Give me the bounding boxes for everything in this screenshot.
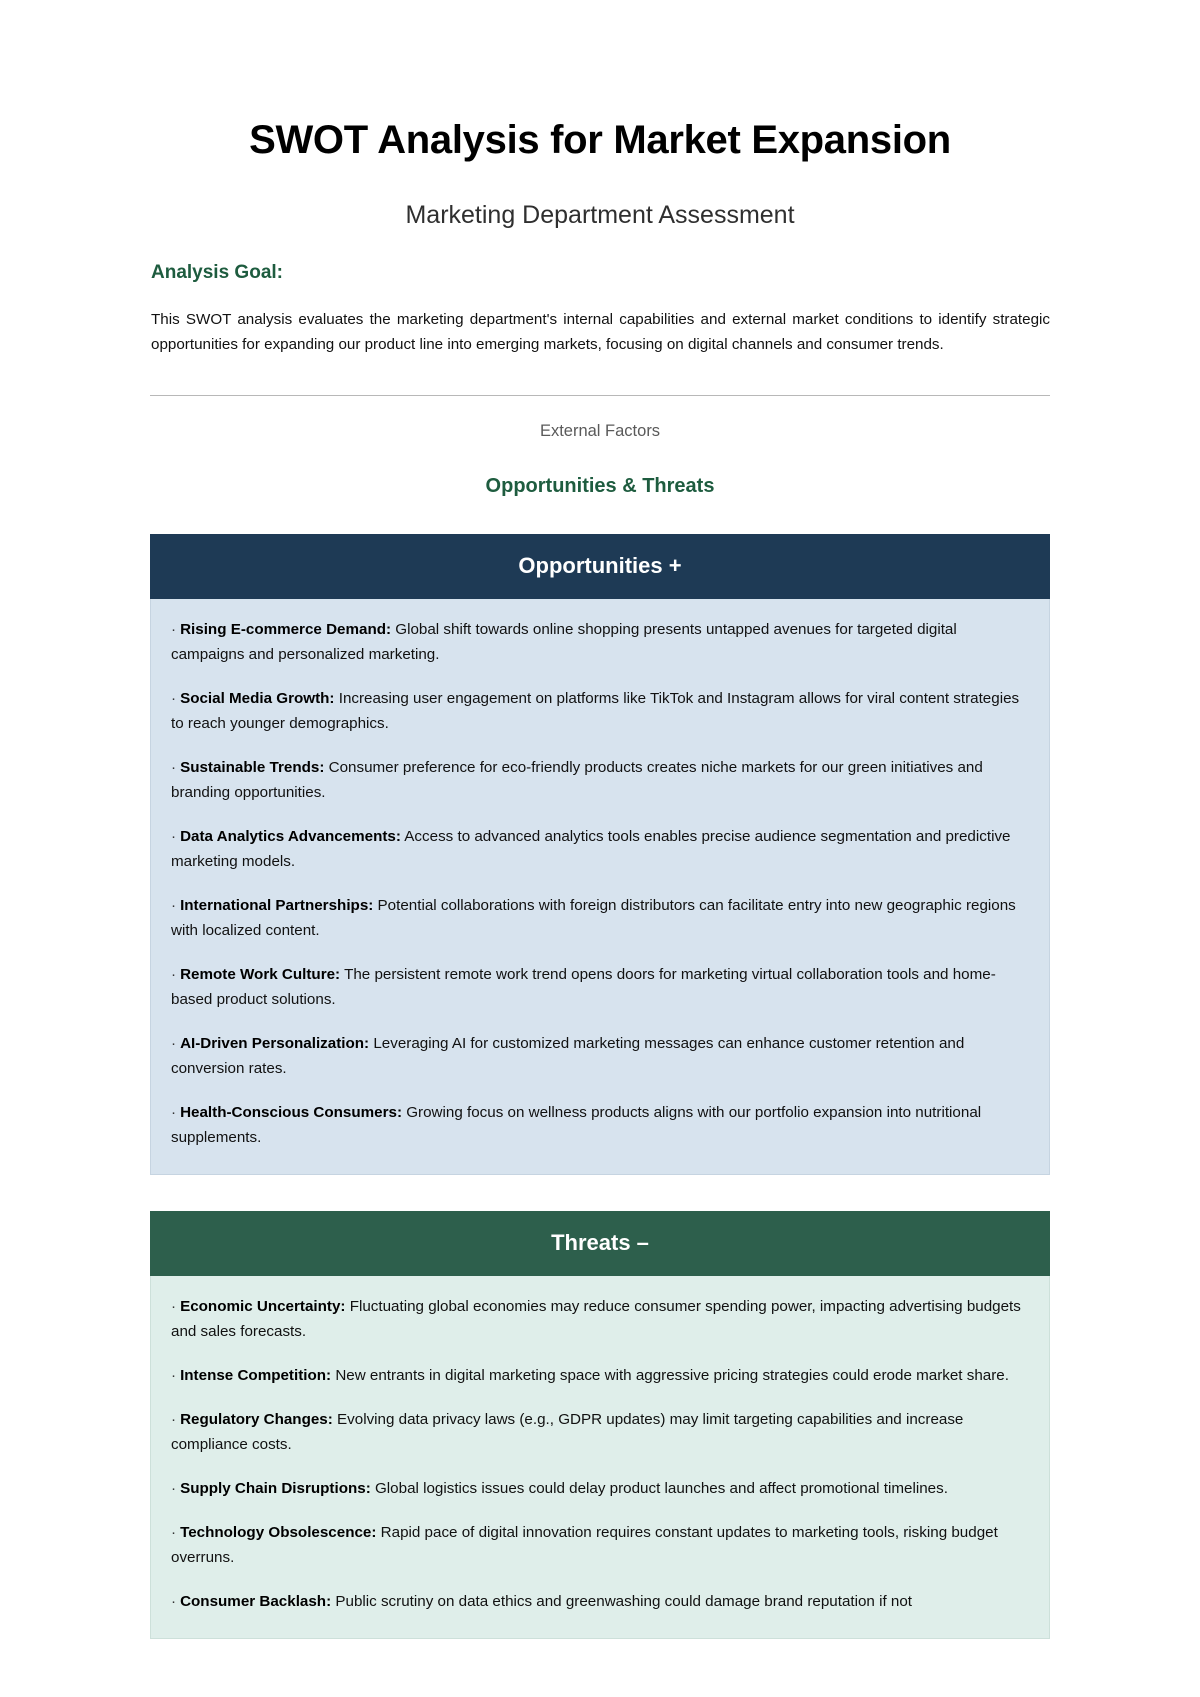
list-item [171, 755, 1029, 805]
opportunities-quadrant [150, 534, 1050, 1175]
section-divider [150, 395, 1050, 396]
bullet-icon: · [171, 827, 177, 845]
bullet-icon: · [171, 1411, 177, 1429]
list-item [171, 893, 1029, 943]
list-item-term: Consumer Backlash: [180, 1593, 332, 1611]
list-item-term: Social Media Growth: [180, 689, 335, 707]
list-item-term: Health-Conscious Consumers: [180, 1103, 403, 1121]
bullet-icon: · [171, 965, 177, 983]
bullet-icon: · [171, 1593, 177, 1611]
analysis-goal-heading: Analysis Goal: [151, 262, 283, 283]
list-item-description: Public scrutiny on data ethics and greenwashing could damage brand reputation if not [331, 1593, 913, 1611]
list-item [171, 1589, 1029, 1614]
list-item-description: Rapid pace of digital innovation requires constant updates to marketing tools, risking budget overruns. [171, 1524, 998, 1567]
list-item-term: Technology Obsolescence: [180, 1524, 377, 1542]
bullet-icon: · [171, 1103, 177, 1121]
bullet-icon: · [171, 1034, 177, 1052]
bullet-icon: · [171, 1524, 177, 1542]
list-item-description: The persistent remote work trend opens doors for marketing virtual collaboration tools and home-based product solutions. [171, 965, 996, 1008]
bullet-icon: · [171, 1480, 177, 1498]
opportunities-threats-heading: Opportunities & Threats [485, 474, 715, 497]
opportunities-header: Opportunities + [150, 534, 1050, 599]
page-subtitle: Marketing Department Assessment [405, 201, 795, 229]
bullet-icon: · [171, 1367, 177, 1385]
opportunities-list [150, 599, 1050, 1175]
list-item [171, 1100, 1029, 1150]
list-item-term: Regulatory Changes: [180, 1411, 333, 1429]
list-item-term: International Partnerships: [180, 896, 374, 914]
list-item [171, 686, 1029, 736]
list-item [171, 1294, 1029, 1344]
list-item-description: Fluctuating global economies may reduce consumer spending power, impacting advertising budgets and sales forecasts. [171, 1298, 1021, 1341]
bullet-icon: · [171, 896, 177, 914]
bullet-icon: · [171, 758, 177, 776]
list-item-description: Access to advanced analytics tools enables precise audience segmentation and predictive marketing models. [171, 827, 1011, 870]
list-item-term: Data Analytics Advancements: [180, 827, 401, 845]
list-item-term: Intense Competition: [180, 1367, 332, 1385]
list-item [171, 1363, 1029, 1388]
analysis-goal-text: This SWOT analysis evaluates the marketing department's internal capabilities and external market conditions to identify strategic opportunities for expanding our product line into emerging markets, focusing on digital channels and consumer trends. [151, 310, 1050, 353]
bullet-icon: · [171, 620, 177, 638]
bullet-icon: · [171, 1298, 177, 1316]
list-item-term: Sustainable Trends: [180, 758, 325, 776]
list-item-description: Global shift towards online shopping presents untapped avenues for targeted digital campaigns and personalized marketing. [171, 620, 957, 663]
list-item [171, 617, 1029, 667]
list-item [171, 1476, 1029, 1501]
list-item-term: Economic Uncertainty: [180, 1298, 346, 1316]
list-item [171, 824, 1029, 874]
list-item-description: Leveraging AI for customized marketing messages can enhance customer retention and conversion rates. [171, 1034, 965, 1077]
list-item-description: Growing focus on wellness products aligns with our portfolio expansion into nutritional supplements. [171, 1103, 982, 1146]
list-item-description: Increasing user engagement on platforms like TikTok and Instagram allows for viral content strategies to reach younger demographics. [171, 689, 1020, 732]
threats-list [150, 1276, 1050, 1639]
list-item-description: New entrants in digital marketing space with aggressive pricing strategies could erode market share. [331, 1367, 1009, 1385]
external-factors-label: External Factors [539, 421, 661, 440]
list-item-term: Rising E-commerce Demand: [180, 620, 392, 638]
threats-quadrant [150, 1211, 1050, 1639]
page-title: SWOT Analysis for Market Expansion [249, 118, 951, 162]
list-item [171, 1407, 1029, 1457]
list-item-description: Evolving data privacy laws (e.g., GDPR updates) may limit targeting capabilities and increase compliance costs. [171, 1411, 964, 1454]
list-item [171, 1520, 1029, 1570]
threats-header: Threats – [150, 1211, 1050, 1276]
bullet-icon: · [171, 689, 177, 707]
list-item-description: Potential collaborations with foreign distributors can facilitate entry into new geographic regions with localized content. [171, 896, 1016, 939]
document-content [150, 0, 1050, 1639]
list-item-term: Remote Work Culture: [180, 965, 341, 983]
list-item-description: Global logistics issues could delay product launches and affect promotional timelines. [370, 1480, 948, 1498]
list-item-term: AI-Driven Personalization: [180, 1034, 370, 1052]
list-item-term: Supply Chain Disruptions: [180, 1480, 371, 1498]
list-item [171, 1031, 1029, 1081]
list-item [171, 962, 1029, 1012]
list-item-description: Consumer preference for eco-friendly products creates niche markets for our green initiatives and branding opportunities. [171, 758, 983, 801]
